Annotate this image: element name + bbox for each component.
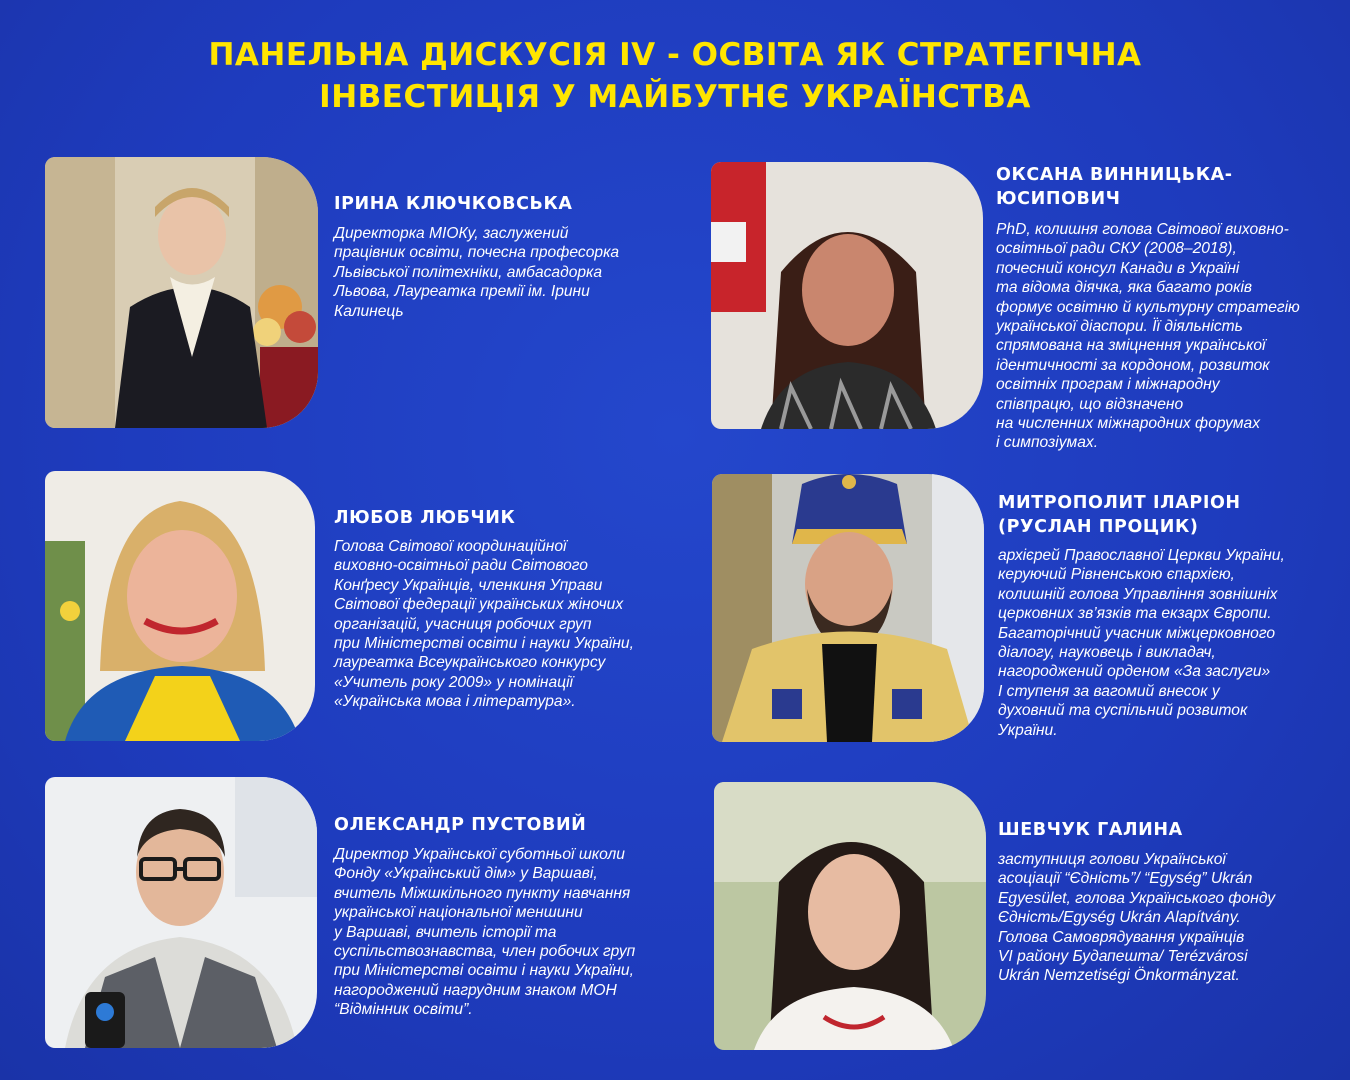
portrait-image [45, 777, 317, 1048]
panelist-name-5 [334, 813, 586, 837]
bio-line: керуючий Рівненською єпархією, [998, 566, 1235, 584]
portrait-image [45, 471, 315, 741]
title-line-2: ІНВЕСТИЦІЯ У МАЙБУТНЄ УКРАЇНСТВА [319, 79, 1031, 115]
bio-line: нагороджений нагрудним знаком МОН [334, 981, 617, 999]
bio-line: української національної меншини [334, 904, 583, 922]
bio-line: духовний та суспільний розвиток [998, 702, 1248, 720]
bio-line: освітньої ради СКУ (2008–2018), [996, 240, 1237, 258]
panelist-photo-2 [711, 162, 983, 429]
bio-line: суспільствознавства, член робочих груп [334, 943, 636, 961]
bio-line: Львова, Лауреатка премії ім. Ірини [334, 283, 590, 301]
bio-line: асоціації “Єдність”/ “Egység” Ukrán [998, 870, 1253, 888]
panelist-name-3 [334, 506, 515, 530]
bio-line: архієрей Православної Церкви України, [998, 547, 1285, 564]
bio-line: Ukrán Nemzetiségi Önkormányzat. [998, 967, 1240, 985]
panelist-photo-6 [714, 782, 986, 1050]
bio-line: діалогу, науковець і викладач, [998, 644, 1216, 662]
portrait-image [712, 474, 984, 742]
page-title [0, 34, 1350, 118]
bio-line: І ступеня за вагомий внесок у [998, 682, 1220, 700]
bio-line: та відома діячка, яка багато років [996, 279, 1253, 297]
bio-line: Фонду «Український дім» у Варшаві, [334, 865, 598, 883]
name-line: МИТРОПОЛИТ ІЛАРІОН [998, 493, 1241, 513]
panelist-name-4 [998, 491, 1241, 539]
bio-line: української діаспори. Її діяльність [996, 318, 1243, 336]
bio-line: у Варшаві, вчитель історії та [334, 923, 557, 941]
bio-line: лауреатка Всеукраїнського конкурсу [334, 654, 606, 672]
name-line: ОЛЕКСАНДР ПУСТОВИЙ [334, 815, 587, 835]
name-line: ЛЮБОВ ЛЮБЧИК [334, 508, 516, 528]
bio-line: вчитель Міжшкільного пункту навчання [334, 884, 631, 902]
panelist-bio-5 [334, 845, 635, 1020]
panelist-photo-1 [45, 157, 318, 428]
bio-line: при Міністерстві освіти і науки України, [334, 635, 634, 653]
bio-line: Багаторічний учасник міжцерковного [998, 624, 1276, 642]
bio-line: при Міністерстві освіти і науки України, [334, 962, 634, 980]
bio-line: «Українська мова і література». [334, 693, 576, 711]
panelist-bio-6 [998, 850, 1275, 986]
name-line: ШЕВЧУК ГАЛИНА [998, 820, 1183, 840]
portrait-image [714, 782, 986, 1050]
bio-line: Директор Української суботньої школи [334, 846, 625, 863]
panelist-photo-3 [45, 471, 315, 741]
bio-line: на численних міжнародних форумах [996, 415, 1261, 433]
bio-line: Світової федерації українських жіночих [334, 596, 624, 614]
panelist-bio-4 [998, 546, 1285, 740]
name-line: ІРИНА КЛЮЧКОВСЬКА [334, 194, 573, 214]
panelist-photo-5 [45, 777, 317, 1048]
bio-line: нагороджений орденом «За заслуги» [998, 663, 1271, 681]
panelist-bio-3 [334, 537, 634, 712]
bio-line: організацій, учасниця робочих груп [334, 615, 592, 633]
portrait-image [45, 157, 318, 428]
panelist-name-2 [996, 163, 1233, 211]
bio-line: Конґресу Українців, членкиня Управи [334, 576, 603, 594]
bio-line: і симпозіумах. [996, 434, 1099, 452]
panelist-photo-4 [712, 474, 984, 742]
panelist-bio-1 [334, 224, 619, 321]
bio-line: Єдність/Egység Ukrán Alapítvány. [998, 909, 1241, 927]
bio-line: спрямована на зміцнення української [996, 337, 1266, 355]
bio-line: колишній голова Управління зовнішніх [998, 585, 1278, 603]
bio-line: Львівської політехніки, амбасадорка [334, 263, 603, 281]
title-line-1: ПАНЕЛЬНА ДИСКУСІЯ IV - ОСВІТА ЯК СТРАТЕГІЧНА [208, 37, 1142, 73]
bio-line: «Учитель року 2009» у номінації [334, 673, 574, 691]
bio-line: VI району Будапешта/ Terézvárosi [998, 948, 1248, 966]
bio-line: працівник освіти, почесна професорка [334, 244, 620, 262]
bio-line: співпрацю, що відзначено [996, 395, 1184, 413]
bio-line: заступниця голови Української [998, 851, 1226, 868]
bio-line: Голова Світової координаційної [334, 538, 567, 555]
bio-line: церковних зв’язків та екзарх Європи. [998, 605, 1272, 623]
panelist-name-6 [998, 818, 1183, 842]
name-line: ЮСИПОВИЧ [996, 189, 1121, 209]
bio-line: виховно-освітньої ради Світового [334, 557, 588, 575]
name-line: (РУСЛАН ПРОЦИК) [998, 517, 1199, 537]
portrait-image [711, 162, 983, 429]
bio-line: “Відмінник освіти”. [334, 1001, 473, 1019]
name-line: ОКСАНА ВИННИЦЬКА- [996, 165, 1233, 185]
bio-line: формує освітню й культурну стратегію [996, 298, 1300, 316]
bio-line: Директорка МІОКу, заслужений [334, 225, 569, 242]
bio-line: Голова Самоврядування українців [998, 928, 1245, 946]
bio-line: освітніх програм і міжнародну [996, 376, 1220, 394]
bio-line: почесний консул Канади в Україні [996, 259, 1240, 277]
bio-line: ідентичності за кордоном, розвиток [996, 356, 1270, 374]
bio-line: України. [998, 721, 1058, 739]
bio-line: Egyesület, голова Українського фонду [998, 889, 1276, 907]
bio-line: Калинець [334, 302, 404, 320]
bio-line: PhD, колишня голова Світової виховно- [996, 221, 1289, 238]
panelist-bio-2 [996, 220, 1300, 453]
panelist-name-1 [334, 192, 573, 216]
